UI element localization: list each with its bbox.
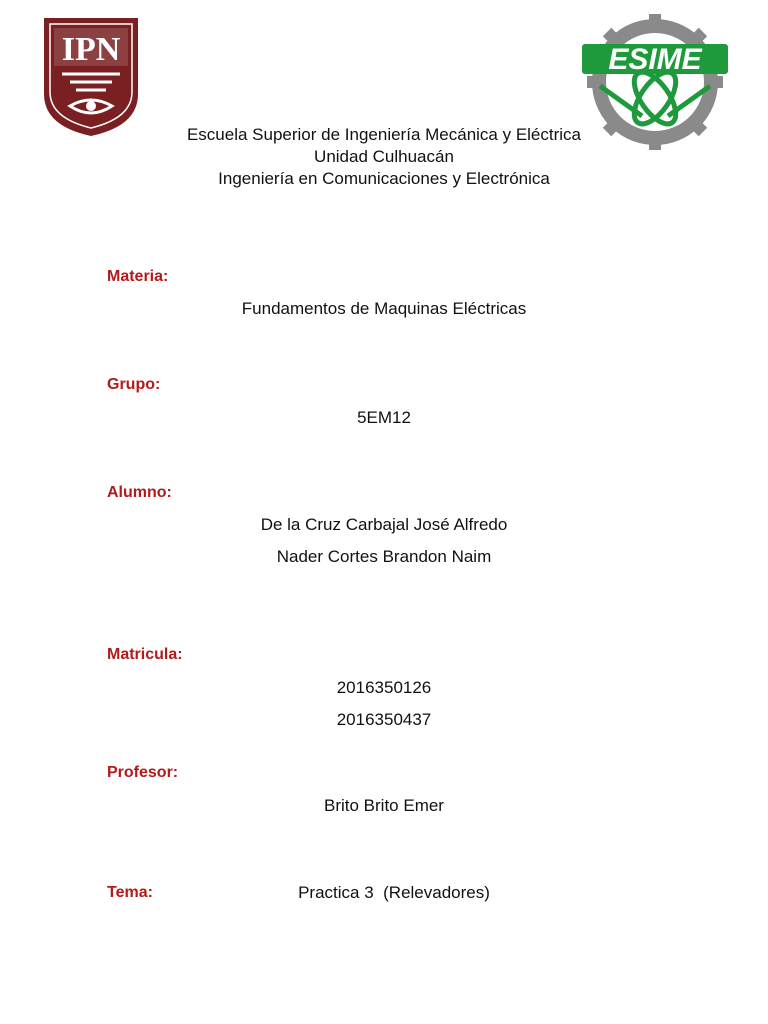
svg-text:IPN: IPN	[61, 31, 121, 68]
alumno-name-2: Nader Cortes Brandon Naim	[276, 547, 492, 566]
matricula-value-1: 2016350126	[336, 678, 432, 697]
tema-label: Tema:	[107, 884, 153, 901]
career-name: Ingeniería en Comunicaciones y Electrónica	[218, 169, 550, 188]
school-name: Escuela Superior de Ingeniería Mecánica y Eléctrica	[186, 125, 582, 144]
alumno-name-1: De la Cruz Carbajal José Alfredo	[260, 515, 508, 534]
school-header	[0, 124, 768, 190]
grupo-value: 5EM12	[357, 408, 411, 427]
svg-text:ESIME: ESIME	[608, 43, 702, 76]
materia-label: Materia:	[107, 268, 169, 285]
profesor-value: Brito Brito Emer	[324, 796, 444, 815]
alumno-label: Alumno:	[107, 484, 172, 501]
profesor-label: Profesor:	[107, 764, 179, 781]
grupo-label: Grupo:	[107, 376, 161, 393]
campus-name: Unidad Culhuacán	[314, 147, 454, 166]
tema-value: Practica 3 (Relevadores)	[298, 883, 490, 902]
ipn-shield-logo	[40, 10, 142, 138]
materia-value: Fundamentos de Maquinas Eléctricas	[241, 299, 527, 318]
matricula-label: Matricula:	[107, 646, 183, 663]
matricula-value-2: 2016350437	[336, 710, 432, 729]
